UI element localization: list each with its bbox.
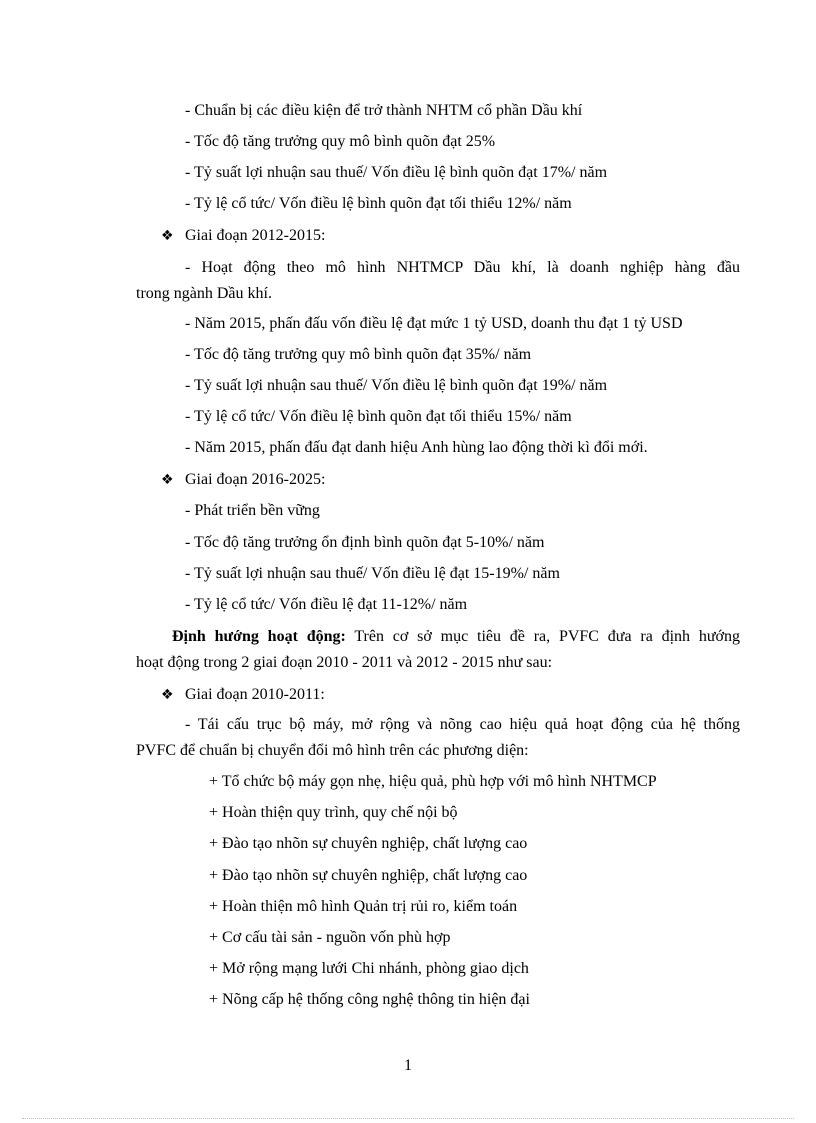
sub-item: + Mở rộng mạng lưới Chi nhánh, phòng giao dịch bbox=[209, 960, 529, 977]
heading-text: Giai đoạn 2010-2011: bbox=[185, 686, 325, 703]
heading-text: Giai đoạn 2012-2015: bbox=[185, 227, 326, 244]
text-line: - Tốc độ tăng trưởng quy mô bình quõn đạt 25% bbox=[185, 133, 496, 150]
text-line: - Năm 2015, phấn đấu vốn điều lệ đạt mức 1 tỷ USD, doanh thu đạt 1 tỷ USD bbox=[185, 315, 683, 332]
sub-item: + Đào tạo nhõn sự chuyên nghiệp, chất lượng cao bbox=[209, 835, 528, 852]
text-line: PVFC để chuẩn bị chuyển đổi mô hình trên các phương diện: bbox=[136, 742, 529, 759]
diamond-bullet-icon: ❖ bbox=[161, 687, 174, 703]
bold-lead: Định hướng hoạt động: bbox=[172, 628, 346, 645]
text-line: - Năm 2015, phấn đấu đạt danh hiệu Anh hùng lao động thời kì đổi mới. bbox=[185, 439, 648, 456]
text-line: - Tỷ lệ cổ tức/ Vốn điều lệ đạt 11-12%/ năm bbox=[185, 596, 468, 613]
text-line: - Tỷ suất lợi nhuận sau thuế/ Vốn điều lệ đạt 15-19%/ năm bbox=[185, 565, 560, 582]
lead-rest: Trên cơ sở mục tiêu đề ra, PVFC đưa ra định hướng bbox=[345, 628, 740, 645]
section-heading bbox=[161, 685, 325, 705]
diamond-bullet-icon: ❖ bbox=[161, 472, 174, 488]
text-line: hoạt động trong 2 giai đoạn 2010 - 2011 và 2012 - 2015 như sau: bbox=[136, 654, 553, 671]
sub-item: + Tổ chức bộ máy gọn nhẹ, hiệu quả, phù hợp với mô hình NHTMCP bbox=[209, 773, 657, 790]
sub-item: + Đào tạo nhõn sự chuyên nghiệp, chất lượng cao bbox=[209, 867, 528, 884]
diamond-bullet-icon: ❖ bbox=[161, 228, 174, 244]
sub-item: + Nõng cấp hệ thống công nghệ thông tin hiện đại bbox=[209, 991, 530, 1008]
text-line: - Tỷ suất lợi nhuận sau thuế/ Vốn điều lệ bình quõn đạt 19%/ năm bbox=[185, 377, 608, 394]
page-number: 1 bbox=[404, 1057, 412, 1074]
text-line: - Tái cấu trục bộ máy, mở rộng và nõng cao hiệu quả hoạt động của hệ thống bbox=[185, 716, 740, 733]
text-line: - Hoạt động theo mô hình NHTMCP Dầu khí, là doanh nghiệp hàng đầu bbox=[185, 259, 740, 276]
section-heading bbox=[161, 226, 325, 246]
text-line: - Tốc độ tăng trưởng quy mô bình quõn đạt 35%/ năm bbox=[185, 346, 532, 363]
text-line: - Tỷ suất lợi nhuận sau thuế/ Vốn điều lệ bình quõn đạt 17%/ năm bbox=[185, 164, 608, 181]
heading-text: Giai đoạn 2016-2025: bbox=[185, 471, 326, 488]
text-line: - Chuẩn bị các điều kiện để trở thành NHTM cổ phần Dầu khí bbox=[185, 102, 583, 119]
section-heading bbox=[161, 470, 325, 490]
sub-item: + Hoàn thiện quy trình, quy chế nội bộ bbox=[209, 804, 458, 821]
sub-item: + Cơ cấu tài sản - nguồn vốn phù hợp bbox=[209, 929, 451, 946]
text-line: - Tỷ lệ cổ tức/ Vốn điều lệ bình quõn đạt tối thiểu 15%/ năm bbox=[185, 408, 572, 425]
text-line: - Phát triển bền vững bbox=[185, 502, 320, 519]
page-bottom-divider bbox=[22, 1118, 794, 1119]
text-line: - Tỷ lệ cổ tức/ Vốn điều lệ bình quõn đạt tối thiểu 12%/ năm bbox=[185, 195, 572, 212]
sub-item: + Hoàn thiện mô hình Quản trị rủi ro, kiểm toán bbox=[209, 898, 518, 915]
text-line: trong ngành Dầu khí. bbox=[136, 285, 272, 302]
paragraph-line bbox=[172, 627, 740, 647]
text-line: - Tốc độ tăng trưởng ổn định bình quõn đạt 5-10%/ năm bbox=[185, 534, 545, 551]
